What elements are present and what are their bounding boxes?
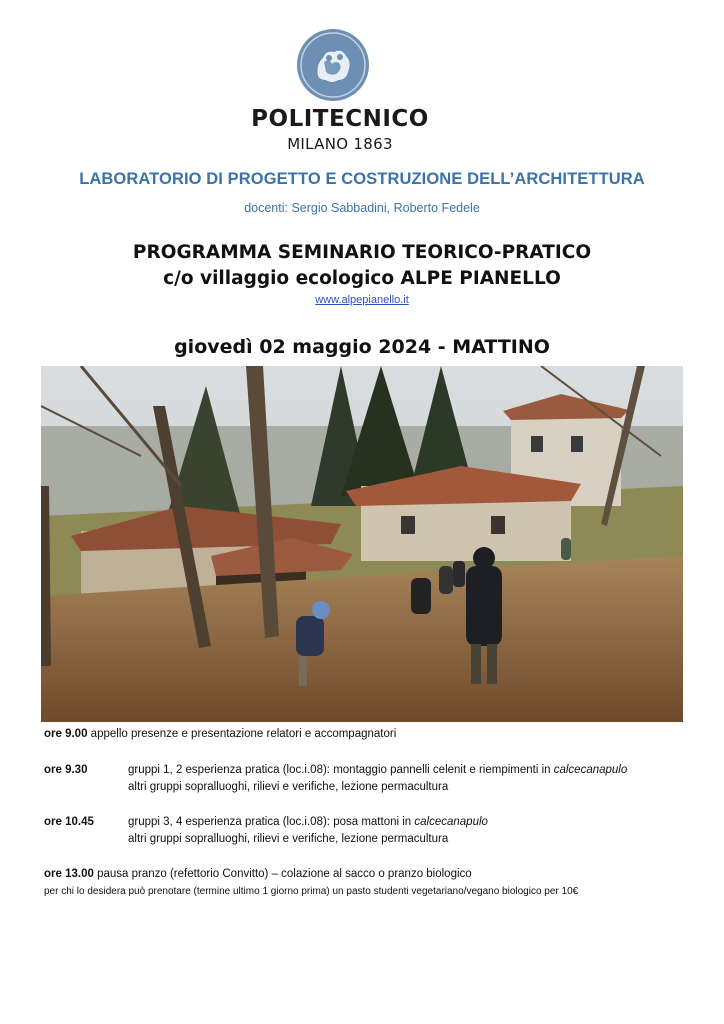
politecnico-logo — [296, 28, 370, 102]
program-title: PROGRAMMA SEMINARIO TEORICO-PRATICO — [132, 242, 592, 263]
schedule-item-1-text: appello presenze e presentazione relatori e accompagnatori — [87, 728, 397, 740]
program-location: c/o villaggio ecologico ALPE PIANELLO — [163, 268, 561, 289]
schedule-item-2-material: calcecanapulo — [553, 764, 628, 776]
schedule-item-1-time: ore 9.00 — [44, 728, 88, 740]
schedule-item-1 — [44, 728, 396, 740]
university-wordmark: POLITECNICO — [251, 106, 429, 132]
schedule-item-4-text: pausa pranzo (refettorio Convitto) – colazione al sacco o pranzo biologico — [93, 868, 472, 880]
schedule-item-4 — [44, 868, 472, 880]
schedule-item-2-text: gruppi 1, 2 esperienza pratica (loc.i.08): montaggio pannelli celenit e riempimenti in — [128, 764, 554, 776]
lab-title: LABORATORIO DI PROGETTO E COSTRUZIONE DELL’ARCHITETTURA — [79, 170, 645, 188]
schedule-item-2-line-1 — [128, 764, 627, 776]
schedule-item-2-time: ore 9.30 — [44, 764, 88, 776]
schedule-item-3-text: gruppi 3, 4 esperienza pratica (loc.i.08): posa mattoni in — [128, 816, 415, 828]
university-subtitle: MILANO 1863 — [287, 135, 393, 153]
docenti-line: docenti: Sergio Sabbadini, Roberto Fedele — [244, 201, 480, 215]
schedule-item-3-line-1 — [128, 816, 488, 828]
website-link[interactable]: www.alpepianello.it — [315, 294, 409, 306]
logo-seal-icon — [296, 28, 370, 102]
schedule-item-4-time: ore 13.00 — [44, 868, 94, 880]
village-photo — [41, 366, 683, 722]
schedule-item-3-time: ore 10.45 — [44, 816, 94, 828]
schedule-item-4-note: per chi lo desidera può prenotare (termine ultimo 1 giorno prima) un pasto studenti vegetariano/vegano biologico per 10€ — [44, 886, 579, 897]
date-title: giovedì 02 maggio 2024 - MATTINO — [174, 336, 550, 358]
schedule-item-2-line-2: altri gruppi sopralluoghi, rilievi e verifiche, lezione permacultura — [128, 781, 449, 793]
schedule-item-3-material: calcecanapulo — [414, 816, 488, 828]
schedule-item-3-line-2: altri gruppi sopralluoghi, rilievi e verifiche, lezione permacultura — [128, 833, 449, 845]
